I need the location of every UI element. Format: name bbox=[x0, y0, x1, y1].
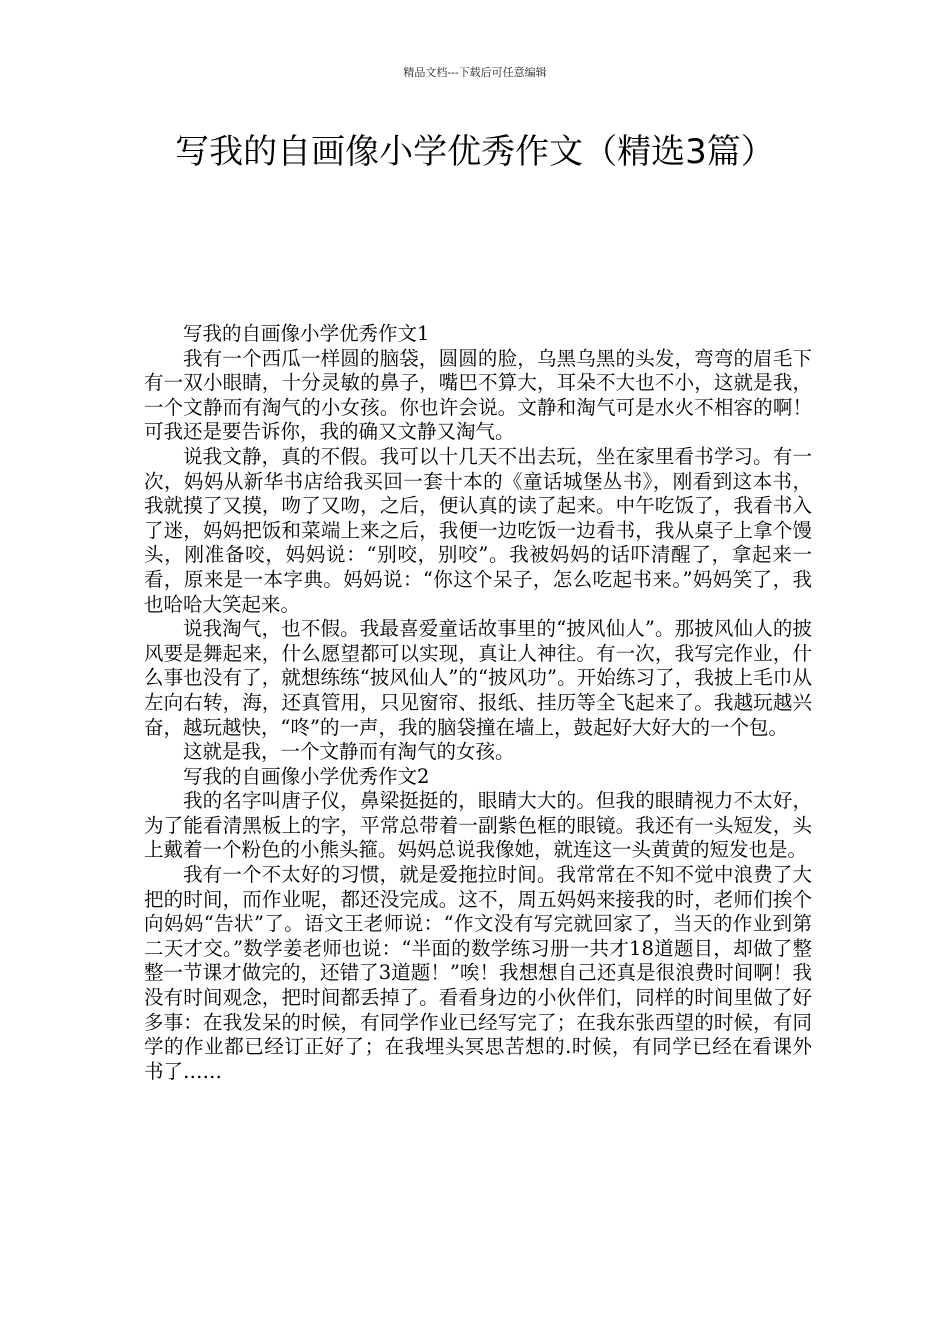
paragraph: 我的名字叫唐子仪，鼻梁挺挺的，眼睛大大的。但我的眼睛视力不太好，为了能看清黑板上的字，平常总带着一副紫色框的眼镜。我还有一头短发，头上戴着一个粉色的小熊头箍。妈妈总说我像她，就连这一头黄黄的短发也是。 bbox=[144, 789, 812, 862]
paragraph: 我有一个不太好的习惯，就是爱拖拉时间。我常常在不知不觉中浪费了大把的时间，而作业呢，都还没完成。这不，周五妈妈来接我的时，老师们挨个向妈妈“告状”了。语文王老师说：“作文没有写完就回家了，当天的作业到第二天才交。”数学姜老师也说：“半面的数学练习册一共才18道题目，却做了整整一节课才做完的，还错了3道题！”唉！我想想自己还真是很浪费时间啊！我没有时间观念，把时间都丢掉了。看看身边的小伙伴们，同样的时间里做了好多事：在我发呆的时候，有同学作业已经写完了；在我东张西望的时候，有同学的作业都已经订正好了；在我埋头冥思苦想的.时候，有同学已经在看课外书了…… bbox=[144, 863, 812, 1083]
header-note: 精品文档---下载后可任意编辑 bbox=[403, 66, 547, 79]
paragraph: 说我文静，真的不假。我可以十几天不出去玩，坐在家里看书学习。有一次，妈妈从新华书店给我买回一套十本的《童话城堡丛书》，刚看到这本书，我就摸了又摸，吻了又吻，之后，便认真的读了起来。中午吃饭了，我看书入了迷，妈妈把饭和菜端上来之后，我便一边吃饭一边看书，我从桌子上拿个馒头，刚准备咬，妈妈说：“别咬，别咬”。我被妈妈的话吓清醒了，拿起来一看，原来是一本字典。妈妈说：“你这个呆子，怎么吃起书来。”妈妈笑了，我也哈哈大笑起来。 bbox=[144, 444, 812, 616]
essay-2-heading: 写我的自画像小学优秀作文2 bbox=[183, 764, 430, 788]
document-body bbox=[144, 322, 812, 1084]
essay-1-heading: 写我的自画像小学优秀作文1 bbox=[183, 322, 430, 345]
paragraph: 说我淘气，也不假。我最喜爱童话故事里的“披风仙人”。那披风仙人的披风要是舞起来，什么愿望都可以实现，真让人神往。有一次，我写完作业，什么事也没有了，就想练练“披风仙人”的“披风功”。开始练习了，我披上毛巾从左向右转，海，还真管用，只见窗帘、报纸、挂历等全飞起来了。我越玩越兴奋，越玩越快，“咚”的一声，我的脑袋撞在墙上，鼓起好大好大的一个包。 bbox=[144, 617, 812, 739]
paragraph: 这就是我，一个文静而有淘气的女孩。 bbox=[183, 740, 515, 764]
document-title: 写我的自画像小学优秀作文（精选3篇） bbox=[175, 132, 775, 172]
paragraph: 我有一个西瓜一样圆的脑袋，圆圆的脸，乌黑乌黑的头发，弯弯的眉毛下有一双小眼睛，十分灵敏的鼻子，嘴巴不算大，耳朵不大也不小，这就是我，一个文静而有淘气的小女孩。你也许会说。文静和淘气可是水火不相容的啊！可我还是要告诉你，我的确又文静又淘气。 bbox=[144, 346, 812, 444]
